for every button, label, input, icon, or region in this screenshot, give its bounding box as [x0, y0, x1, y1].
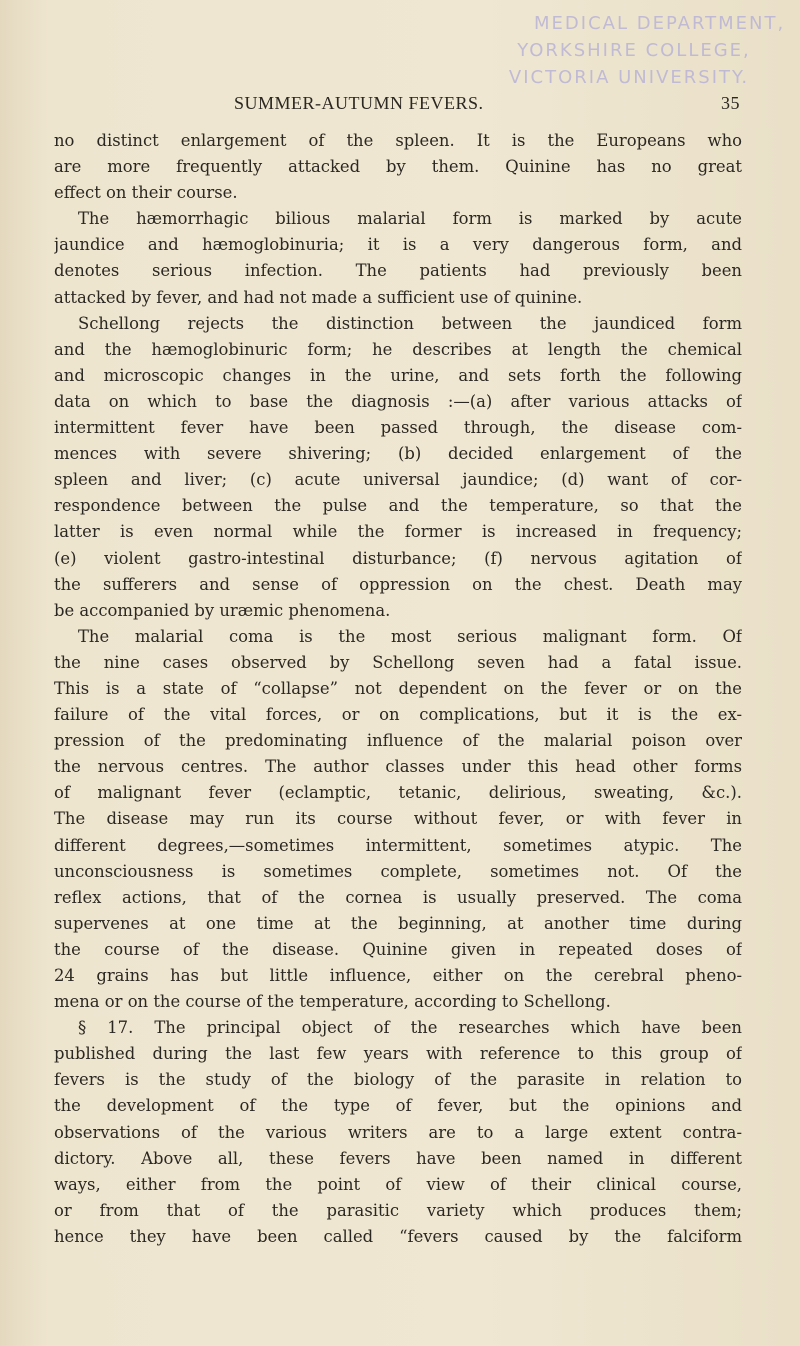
text-line: (e) violent gastro-intestinal disturbance; (f) nervous agitation of	[54, 548, 742, 568]
text-line: This is a state of “collapse” not dependent on the fever or on the	[54, 678, 742, 698]
text-line: The disease may run its course without fever, or with fever in	[54, 809, 742, 829]
text-line: observations of the various writers are to a large extent contra-	[54, 1122, 742, 1142]
text-line: failure of the vital forces, or on complications, but it is the ex-	[54, 705, 742, 725]
stamp-line-1: MEDICAL DEPARTMENT,	[534, 13, 786, 34]
text-line: no distinct enlargement of the spleen. It is the Europeans who	[54, 131, 742, 150]
text-line: reflex actions, that of the cornea is usually preserved. The coma	[54, 887, 742, 907]
text-line: The hæmorrhagic bilious malarial form is marked by acute	[78, 209, 742, 229]
text-line: The malarial coma is the most serious malignant form. Of	[78, 626, 742, 646]
library-stamp	[464, 10, 786, 91]
text-line: of malignant fever (eclamptic, tetanic, delirious, sweating, &c.).	[54, 783, 742, 803]
text-line: the nine cases observed by Schellong seven had a fatal issue.	[54, 652, 742, 672]
text-line: unconsciousness is sometimes complete, sometimes not. Of the	[54, 861, 742, 881]
text-line: Schellong rejects the distinction between the jaundiced form	[78, 313, 742, 333]
running-head: SUMMER-AUTUMN FEVERS.	[234, 93, 484, 113]
text-line: the nervous centres. The author classes under this head other forms	[54, 757, 742, 777]
text-line: different degrees,—sometimes intermittent, sometimes atypic. The	[54, 835, 742, 855]
stamp-line-2: YORKSHIRE COLLEGE,	[517, 40, 751, 61]
text-line: the course of the disease. Quinine given in repeated doses of	[54, 939, 742, 959]
text-line: effect on their course.	[54, 183, 238, 203]
text-line: published during the last few years with reference to this group of	[54, 1044, 742, 1064]
text-line: ways, either from the point of view of their clinical course,	[54, 1174, 742, 1194]
text-line: intermittent fever have been passed through, the disease com-	[54, 418, 742, 438]
text-line: supervenes at one time at the beginning, at another time during	[54, 913, 742, 933]
text-line: are more frequently attacked by them. Quinine has no great	[54, 157, 742, 177]
text-line: § 17. The principal object of the researches which have been	[78, 1018, 742, 1038]
page-header	[54, 93, 740, 121]
text-line: mena or on the course of the temperature, according to Schellong.	[54, 992, 611, 1012]
page-number: 35	[721, 93, 740, 113]
text-line: be accompanied by uræmic phenomena.	[54, 600, 391, 620]
text-line: pression of the predominating influence of the malarial poison over	[54, 731, 742, 751]
text-line: respondence between the pulse and the temperature, so that the	[54, 496, 742, 516]
text-line: denotes serious infection. The patients had previously been	[54, 261, 742, 281]
text-line: 24 grains has but little influence, either on the cerebral pheno-	[54, 966, 742, 985]
text-line: and the hæmoglobinuric form; he describes at length the chemical	[54, 339, 742, 359]
text-line: mences with severe shivering; (b) decided enlargement of the	[54, 444, 742, 464]
text-line: the sufferers and sense of oppression on the chest. Death may	[54, 574, 742, 594]
text-line: data on which to base the diagnosis :—(a) after various attacks of	[54, 391, 742, 411]
body-text	[54, 128, 742, 1250]
text-line: and microscopic changes in the urine, and sets forth the following	[54, 365, 742, 385]
text-line: hence they have been called “fevers caused by the falciform	[54, 1226, 742, 1246]
text-line: dictory. Above all, these fevers have been named in different	[54, 1148, 742, 1168]
text-line: attacked by fever, and had not made a sufficient use of quinine.	[54, 287, 583, 307]
text-line: fevers is the study of the biology of the parasite in relation to	[54, 1070, 742, 1090]
text-line: spleen and liver; (c) acute universal jaundice; (d) want of cor-	[54, 470, 742, 490]
text-line: latter is even normal while the former is increased in frequency;	[54, 522, 742, 542]
text-line: or from that of the parasitic variety which produces them;	[54, 1200, 742, 1220]
stamp-line-3: VICTORIA UNIVERSITY.	[508, 67, 750, 88]
text-line: the development of the type of fever, but the opinions and	[54, 1096, 742, 1116]
text-line: jaundice and hæmoglobinuria; it is a very dangerous form, and	[54, 235, 742, 255]
